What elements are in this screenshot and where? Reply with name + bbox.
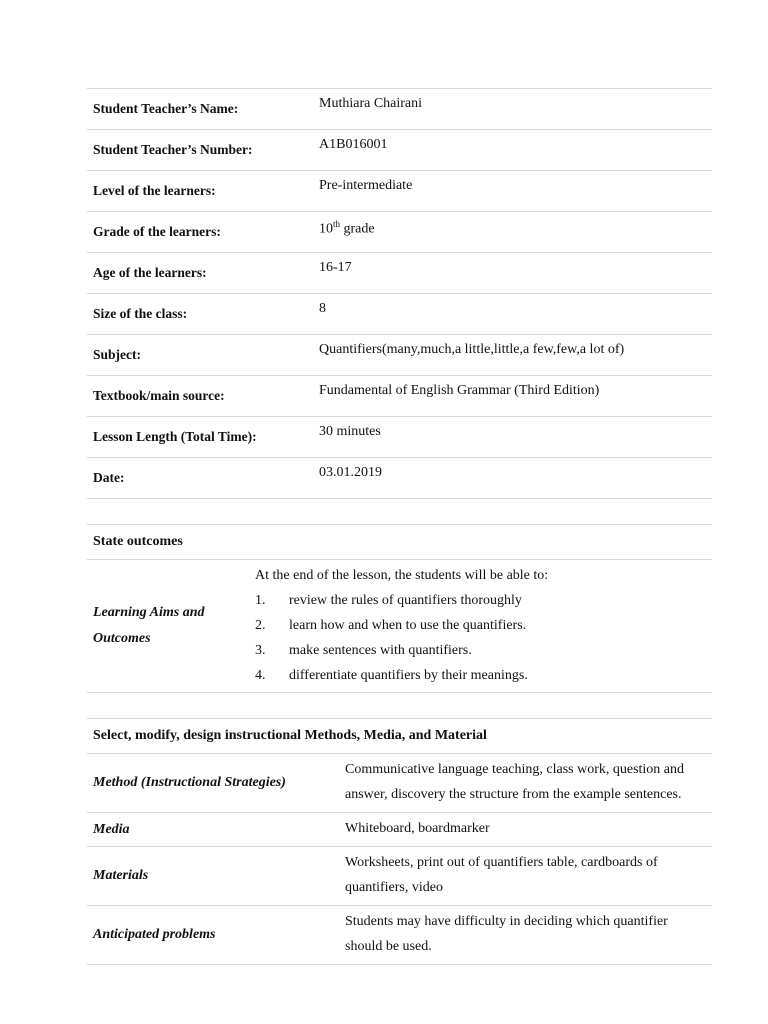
table-row: [87, 906, 712, 965]
list-item: [255, 663, 706, 688]
outcomes-intro: At the end of the lesson, the students will be able to:: [255, 568, 549, 583]
grade-suffix: th: [333, 219, 341, 229]
list-number: 1.: [255, 593, 266, 608]
table-row: [87, 212, 712, 253]
age-value: 16-17: [313, 253, 712, 294]
textbook-label: Textbook/main source:: [87, 376, 313, 417]
table-row: [87, 335, 712, 376]
media-value: Whiteboard, boardmarker: [333, 813, 712, 847]
table-row: [87, 294, 712, 335]
textbook-value: Fundamental of English Grammar (Third Edition): [313, 376, 712, 417]
media-label: Media: [87, 813, 333, 847]
list-text: learn how and when to use the quantifiers.: [289, 618, 527, 633]
list-item: [255, 613, 706, 638]
age-label: Age of the learners:: [87, 253, 313, 294]
section-gap: [87, 499, 712, 524]
table-row: [87, 458, 712, 499]
grade-word: grade: [340, 221, 375, 237]
subject-label: Subject:: [87, 335, 313, 376]
list-number: 2.: [255, 618, 266, 633]
method-label: Method (Instructional Strategies): [87, 754, 333, 813]
date-label: Date:: [87, 458, 313, 499]
table-row: [87, 560, 712, 693]
table-row: [87, 754, 712, 813]
table-row: [87, 171, 712, 212]
grade-value: [313, 212, 712, 253]
outcomes-heading: State outcomes: [87, 525, 712, 560]
lesson-length-label: Lesson Length (Total Time):: [87, 417, 313, 458]
lesson-length-value: 30 minutes: [313, 417, 712, 458]
materials-label: Materials: [87, 847, 333, 906]
table-row: [87, 376, 712, 417]
table-row: [87, 130, 712, 171]
name-value: Muthiara Chairani: [313, 89, 712, 130]
number-label: Student Teacher’s Number:: [87, 130, 313, 171]
section-gap: [87, 693, 712, 718]
outcomes-content: [249, 560, 712, 693]
grade-label: Grade of the learners:: [87, 212, 313, 253]
materials-value: Worksheets, print out of quantifiers table, cardboards of quantifiers, video: [333, 847, 712, 906]
list-text: make sentences with quantifiers.: [289, 643, 472, 658]
methods-table: [87, 718, 712, 965]
class-size-label: Size of the class:: [87, 294, 313, 335]
level-label: Level of the learners:: [87, 171, 313, 212]
name-label: Student Teacher’s Name:: [87, 89, 313, 130]
list-text: differentiate quantifiers by their meanings.: [289, 668, 528, 683]
grade-number: 10: [319, 221, 333, 237]
problems-value: Students may have difficulty in deciding which quantifier should be used.: [333, 906, 712, 965]
section-header-row: [87, 525, 712, 560]
section-header-row: [87, 719, 712, 754]
number-value: A1B016001: [313, 130, 712, 171]
list-number: 4.: [255, 668, 266, 683]
outcomes-list: [255, 588, 706, 688]
list-item: [255, 588, 706, 613]
table-row: [87, 417, 712, 458]
lesson-info-table: [87, 88, 712, 499]
lesson-plan-page: [87, 88, 712, 965]
method-value: Communicative language teaching, class work, question and answer, discovery the structure from the example sentences.: [333, 754, 712, 813]
table-row: [87, 89, 712, 130]
list-text: review the rules of quantifiers thoroughly: [289, 593, 522, 608]
subject-value: Quantifiers(many,much,a little,little,a few,few,a lot of): [313, 335, 712, 376]
outcomes-label: Learning Aims and Outcomes: [87, 560, 249, 693]
date-value: 03.01.2019: [313, 458, 712, 499]
table-row: [87, 847, 712, 906]
list-number: 3.: [255, 643, 266, 658]
outcomes-table: [87, 524, 712, 693]
problems-label: Anticipated problems: [87, 906, 333, 965]
methods-heading: Select, modify, design instructional Methods, Media, and Material: [87, 719, 712, 754]
list-item: [255, 638, 706, 663]
table-row: [87, 253, 712, 294]
level-value: Pre-intermediate: [313, 171, 712, 212]
class-size-value: 8: [313, 294, 712, 335]
table-row: [87, 813, 712, 847]
